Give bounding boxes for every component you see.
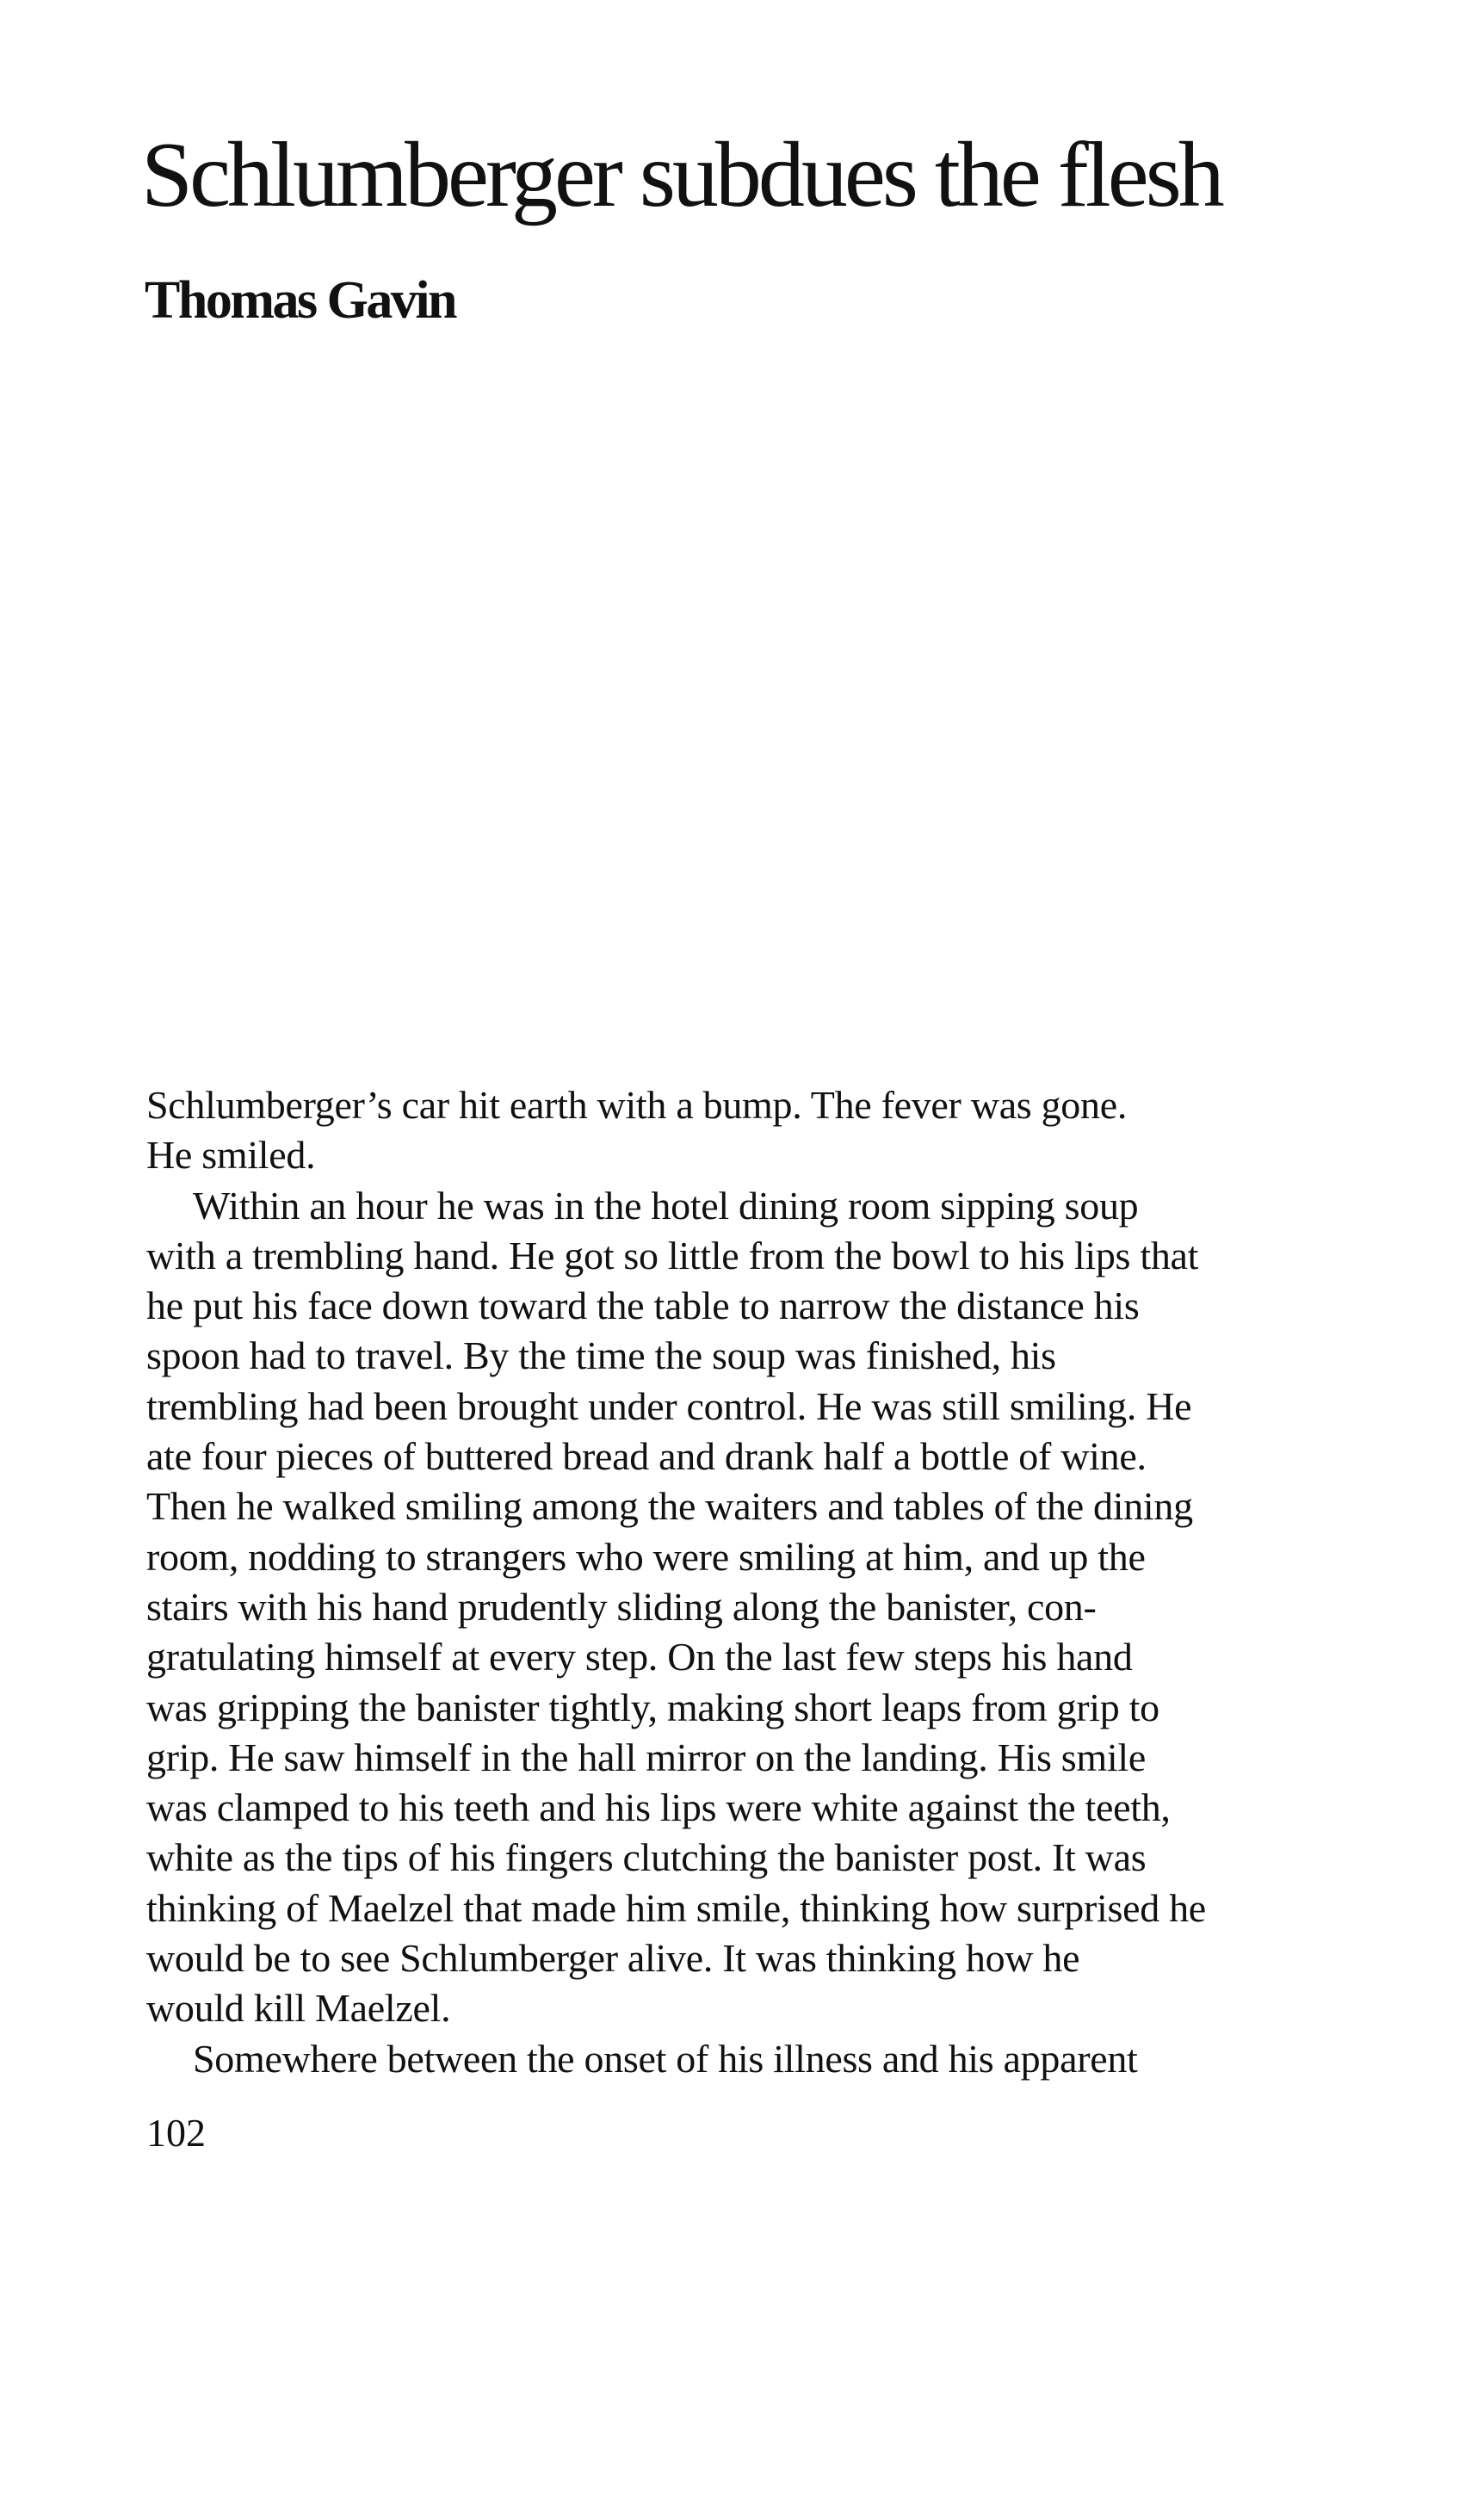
text-line: was clamped to his teeth and his lips were white against the teeth,	[146, 1785, 1171, 1830]
text-line: he put his face down toward the table to narrow the distance his	[146, 1283, 1140, 1328]
page-number: 102	[146, 2111, 206, 2155]
body-text	[146, 1080, 1351, 2084]
text-line: Within an hour he was in the hotel dining room sipping soup	[193, 1183, 1139, 1228]
text-line: would kill Maelzel.	[146, 1986, 451, 2031]
text-line: thinking of Maelzel that made him smile, thinking how surprised he	[146, 1885, 1206, 1930]
text-line: stairs with his hand prudently sliding along the banister, con-	[146, 1584, 1097, 1629]
author-name: Thomas Gavin	[145, 271, 456, 330]
text-line: with a trembling hand. He got so little from the bowl to his lips that	[146, 1233, 1199, 1277]
text-line: gratulating himself at every step. On the last few steps his hand	[146, 1635, 1133, 1679]
text-line: trembling had been brought under control. He was still smiling. He	[146, 1383, 1192, 1428]
text-line: room, nodding to strangers who were smiling at him, and up the	[146, 1534, 1146, 1579]
text-line: Somewhere between the onset of his illness and his apparent	[193, 2036, 1138, 2081]
text-line: Then he walked smiling among the waiters and tables of the dining	[146, 1484, 1193, 1529]
text-line: He smiled.	[146, 1133, 316, 1178]
text-line: Schlumberger’s car hit earth with a bump. The fever was gone.	[146, 1083, 1128, 1127]
page-title: Schlumberger subdues the flesh	[141, 124, 1221, 226]
text-line: spoon had to travel. By the time the soup was finished, his	[146, 1333, 1056, 1378]
text-line: white as the tips of his fingers clutching the banister post. It was	[146, 1835, 1147, 1880]
text-line: was gripping the banister tightly, making short leaps from grip to	[146, 1685, 1159, 1729]
text-line: ate four pieces of buttered bread and drank half a bottle of wine.	[146, 1434, 1147, 1479]
text-line: grip. He saw himself in the hall mirror on the landing. His smile	[146, 1735, 1146, 1779]
text-line: would be to see Schlumberger alive. It was thinking how he	[146, 1936, 1080, 1981]
